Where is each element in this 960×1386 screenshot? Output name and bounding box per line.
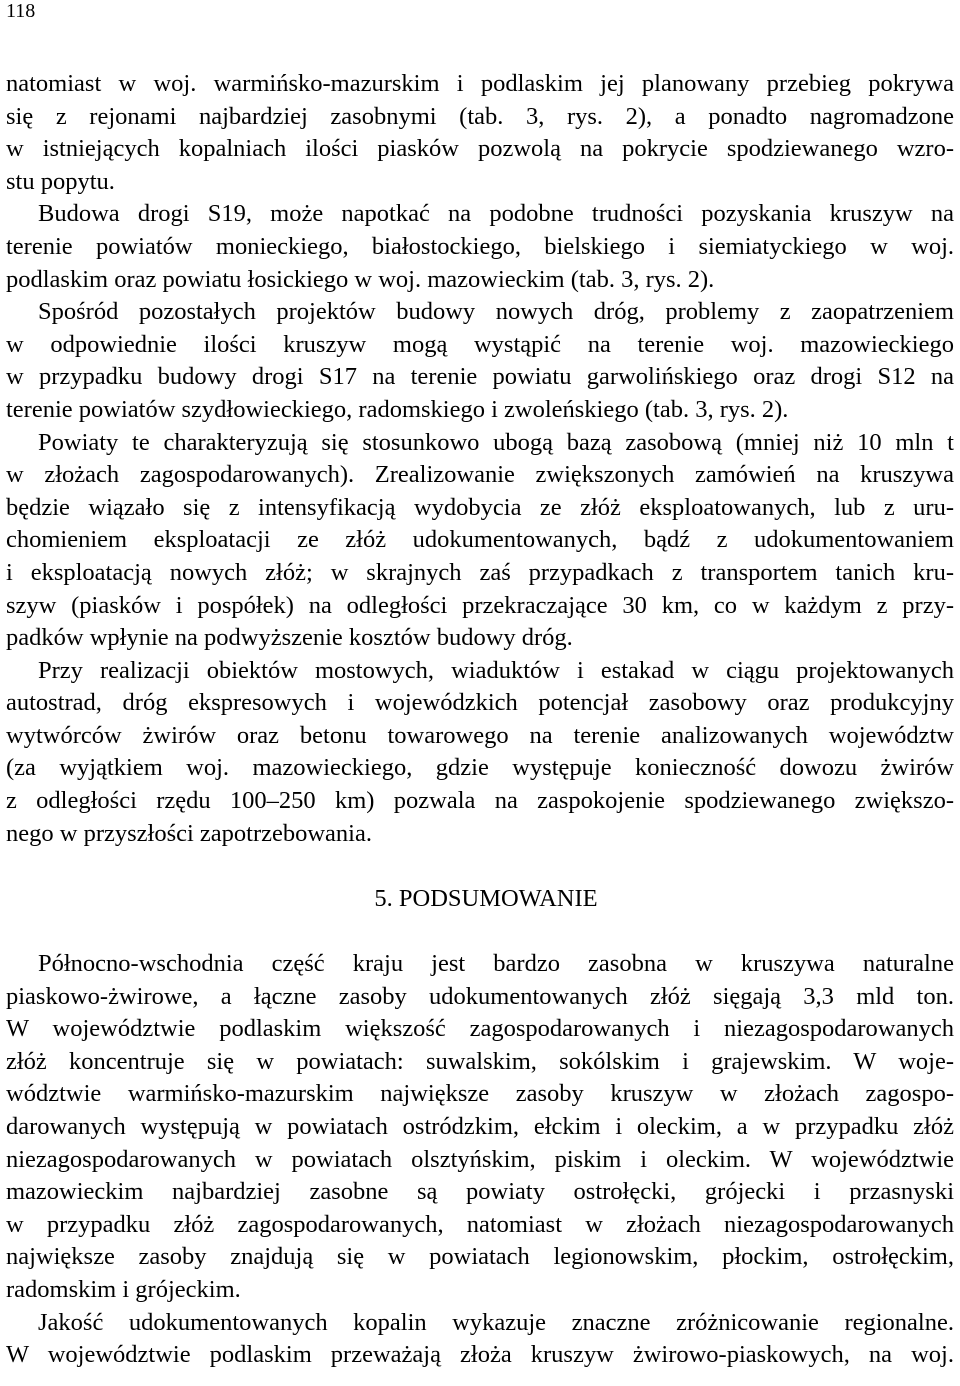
text-line: Przy realizacji obiektów mostowych, wiaduktów i estakad w ciągu projektowanych (38, 656, 954, 684)
body-text-lower (6, 948, 954, 1372)
text-line: mazowieckim najbardziej zasobne są powiaty ostrołęcki, grójecki i przasnyski (6, 1178, 954, 1206)
text-line: stu popytu. (6, 167, 115, 195)
text-line: Jakość udokumentowanych kopalin wykazuje znaczne zróżnicowanie regionalne. (38, 1308, 954, 1336)
text-line: szyw (piasków i pospółek) na odległości przekraczające 30 km, co w każdym z przy- (6, 591, 954, 619)
text-line: W województwie podlaskim większość zagospodarowanych i niezagospodarowanych (6, 1015, 954, 1043)
text-line: nego w przyszłości zapotrzebowania. (6, 819, 372, 847)
text-line: i eksploatacją nowych złóż; w skrajnych zaś przypadkach z transportem tanich kru- (6, 558, 954, 586)
text-line: Powiaty te charakteryzują się stosunkowo ubogą bazą zasobową (mniej niż 10 mln t (38, 428, 954, 456)
section-heading: 5. PODSUMOWANIE (374, 884, 598, 912)
text-line: W województwie podlaskim przeważają złoża kruszyw żwirowo-piaskowych, na woj. (6, 1341, 954, 1369)
text-line: w złożach zagospodarowanych). Zrealizowanie zwiększonych zamówień na kruszywa (6, 461, 954, 489)
spacer (6, 850, 954, 883)
text-line: w istniejących kopalniach ilości piasków pozwolą na pokrycie spodziewanego wzro- (6, 135, 954, 163)
spacer (6, 915, 954, 948)
text-line: wództwie warmińsko-mazurskim największe zasoby kruszyw w złożach zagospo- (6, 1080, 954, 1108)
text-line: Spośród pozostałych projektów budowy nowych dróg, problemy z zaopatrzeniem (38, 298, 954, 326)
text-line: z odległości rzędu 100–250 km) pozwala na zaspokojenie spodziewanego zwiększo- (6, 787, 954, 815)
text-line: będzie wiązało się z intensyfikacją wydobycia ze złóż eksploatowanych, lub z uru- (6, 493, 954, 521)
page-body (6, 68, 954, 1372)
text-line: terenie powiatów monieckiego, białostockiego, bielskiego i siemiatyckiego w woj. (6, 232, 954, 260)
text-line: w odpowiednie ilości kruszyw mogą wystąpić na terenie woj. mazowieckiego (6, 330, 954, 358)
text-line: w przypadku budowy drogi S17 na terenie powiatu garwolińskiego oraz drogi S12 na (6, 363, 954, 391)
text-line: natomiast w woj. warmińsko-mazurskim i podlaskim jej planowany przebieg pokrywa (6, 70, 954, 97)
text-line: chomieniem eksploatacji ze złóż udokumentowanych, bądź z udokumentowaniem (6, 526, 954, 554)
text-line: piaskowo-żwirowe, a łączne zasoby udokumentowanych złóż sięgają 3,3 mld ton. (6, 982, 954, 1010)
text-line: darowanych występują w powiatach ostródzkim, ełckim i oleckim, a w przypadku złóż (6, 1113, 954, 1140)
text-line: (za wyjątkiem woj. mazowieckiego, gdzie występuje konieczność dowozu żwirów (6, 754, 954, 782)
text-line: radomskim i grójeckim. (6, 1275, 241, 1303)
text-line: w przypadku złóż zagospodarowanych, natomiast w złożach niezagospodarowanych (6, 1210, 954, 1238)
page-number: 118 (6, 0, 36, 22)
text-line: Budowa drogi S19, może napotkać na podobne trudności pozyskania kruszyw na (38, 200, 954, 228)
text-line: padków wpłynie na podwyższenie kosztów budowy dróg. (6, 624, 573, 652)
text-line: złóż koncentruje się w powiatach: suwalskim, sokólskim i grajewskim. W woje- (6, 1047, 954, 1075)
text-line: autostrad, dróg ekspresowych i wojewódzkich potencjał zasobowy oraz produkcyjny (6, 689, 954, 717)
text-line: terenie powiatów szydłowieckiego, radomskiego i zwoleńskiego (tab. 3, rys. 2). (6, 395, 789, 423)
text-line: się z rejonami najbardziej zasobnymi (tab. 3, rys. 2), a ponadto nagromadzone (6, 102, 954, 130)
text-line: podlaskim oraz powiatu łosickiego w woj. mazowieckim (tab. 3, rys. 2). (6, 265, 715, 293)
text-line: niezagospodarowanych w powiatach olsztyńskim, piskim i oleckim. W województwie (6, 1145, 954, 1173)
body-text-upper (6, 68, 954, 850)
text-line: największe zasoby znajdują się w powiatach legionowskim, płockim, ostrołęckim, (6, 1243, 954, 1271)
text-line: wytwórców żwirów oraz betonu towarowego na terenie analizowanych województw (6, 721, 954, 749)
text-line: Północno-wschodnia część kraju jest bardzo zasobna w kruszywa naturalne (38, 950, 954, 978)
